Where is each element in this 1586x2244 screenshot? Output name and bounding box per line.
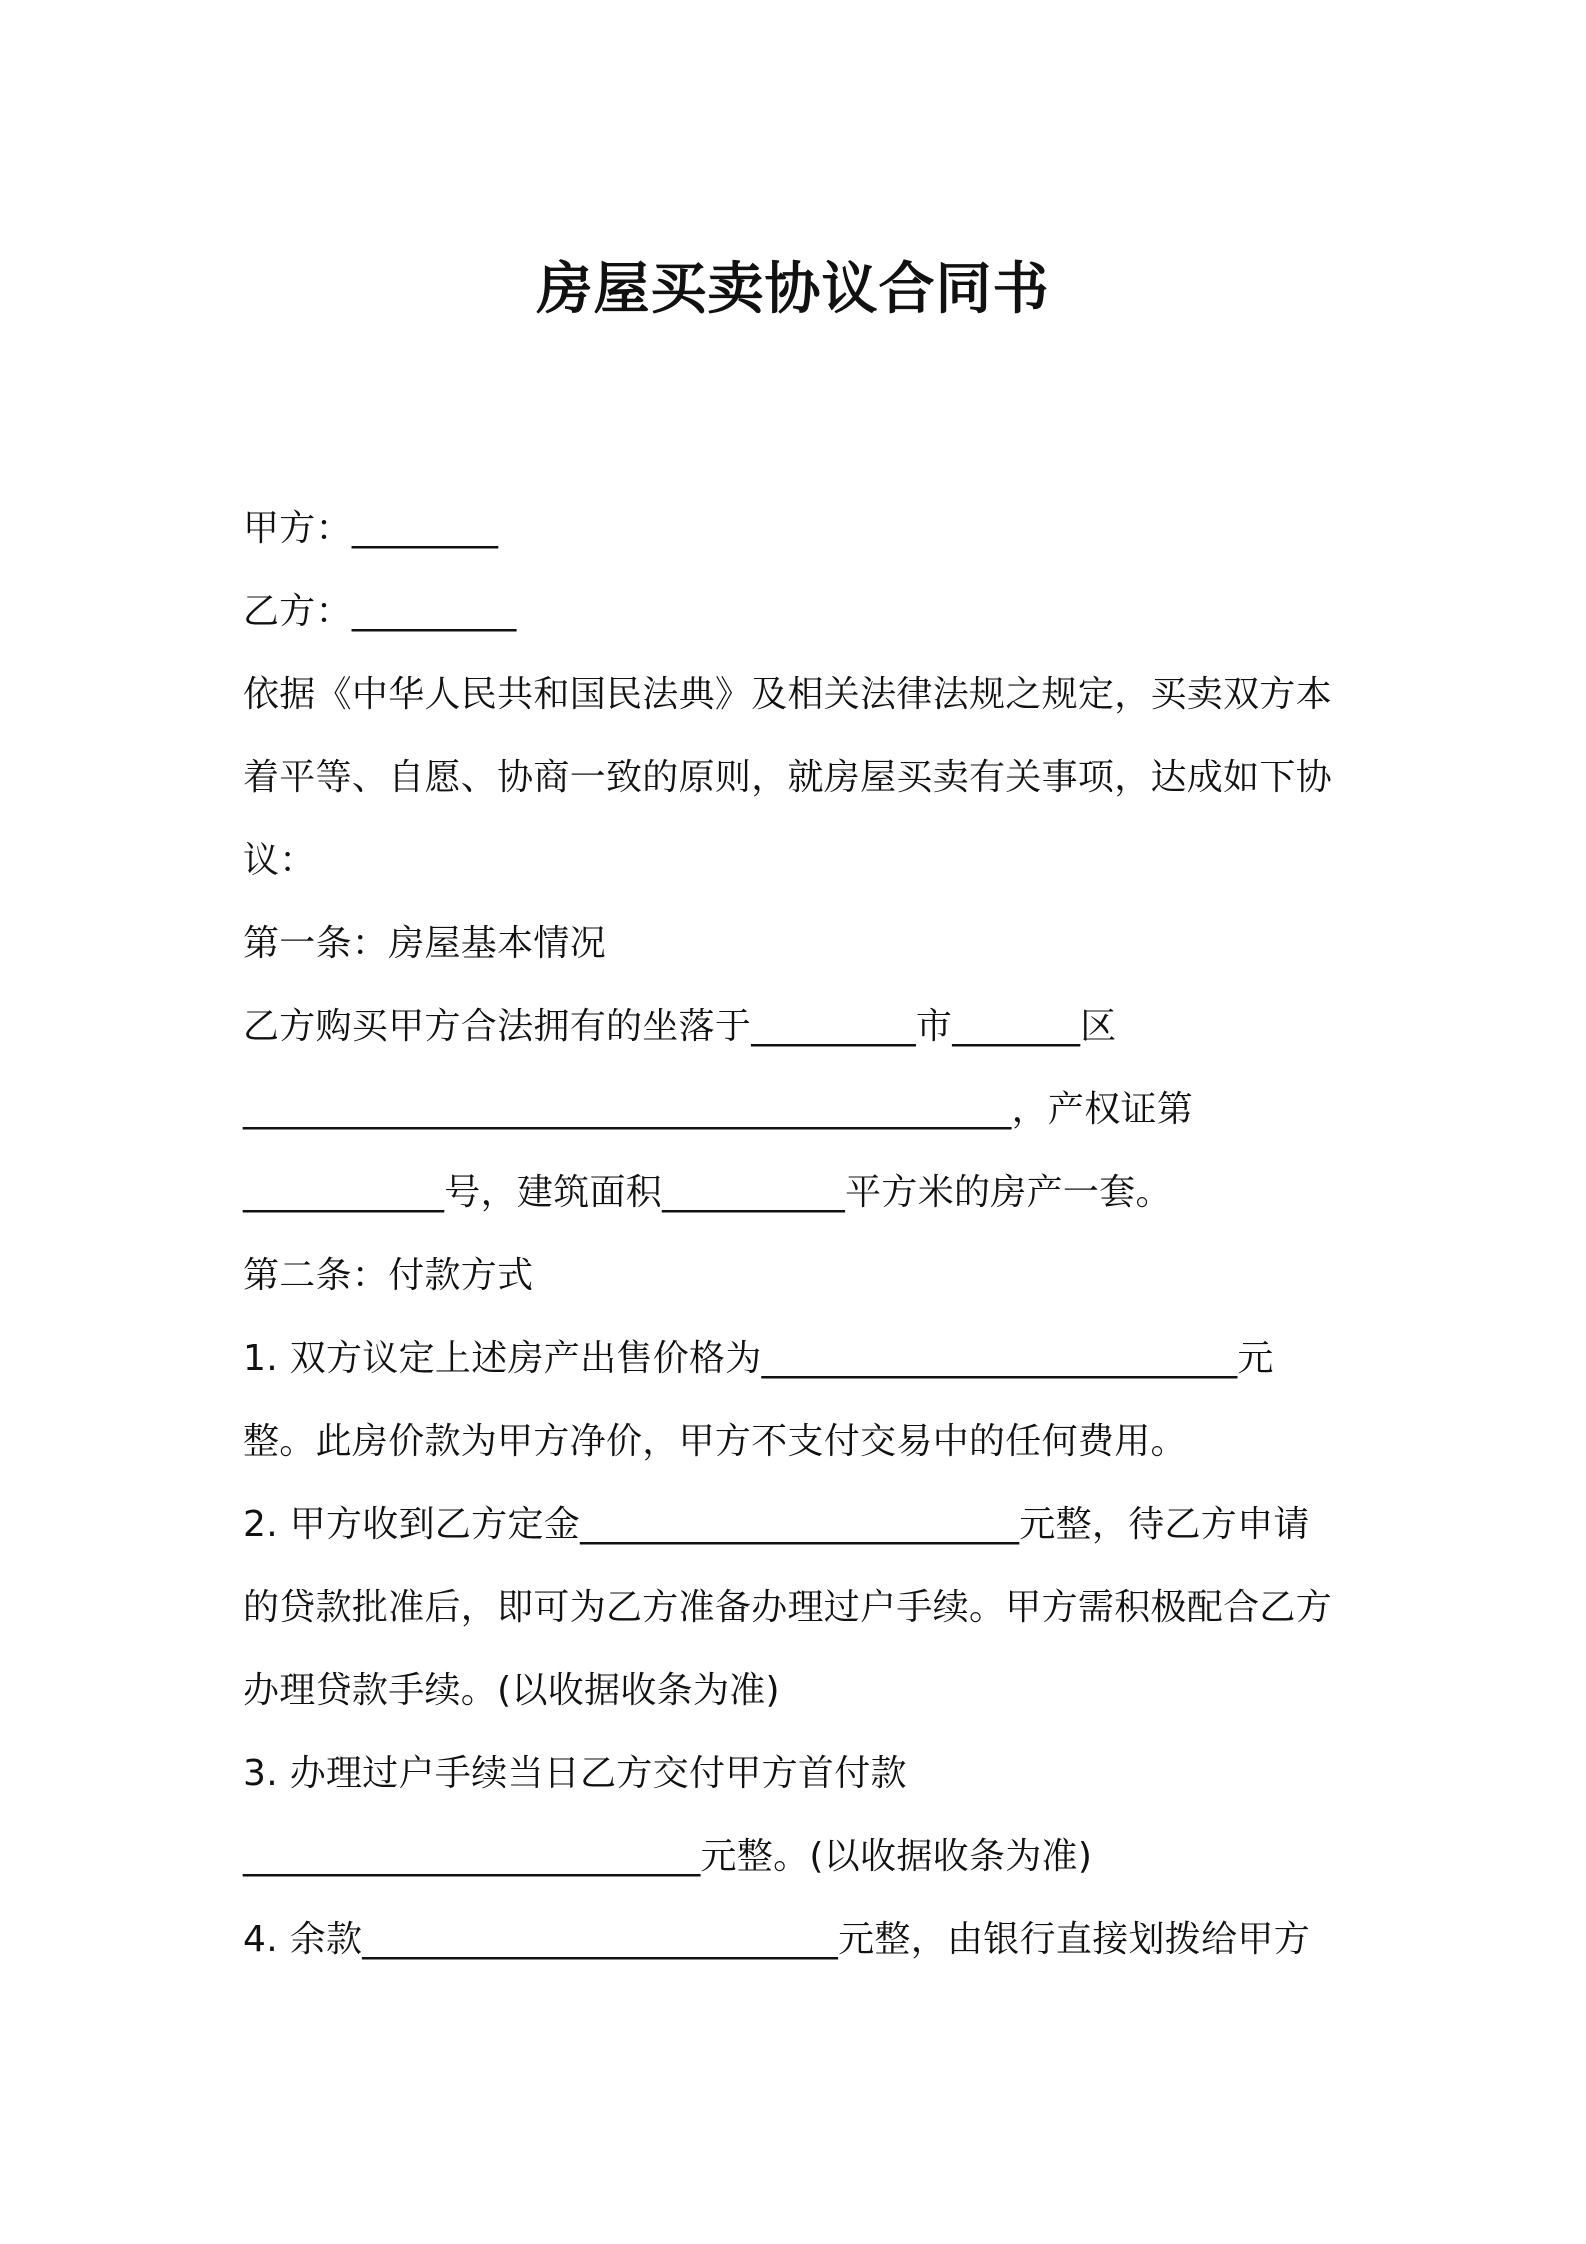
clause-3-text: 3. 办理过户手续当日乙方交付甲方首付款	[243, 1753, 907, 1794]
clause-1-text: 整。此房价款为甲方净价，甲方不支付交易中的任何费用。	[243, 1421, 1187, 1462]
preamble-line: 着平等、自愿、协商一致的原则，就房屋买卖有关事项，达成如下协	[243, 757, 1333, 798]
clause-2-text: 的贷款批准后，即可为乙方准备办理过户手续。甲方需积极配合乙方	[243, 1587, 1333, 1628]
preamble-line: 议：	[243, 840, 316, 881]
preamble-line: 依据《中华人民共和国民法典》及相关法律法规之规定，买卖双方本	[243, 674, 1333, 715]
clause-3-text: _________________________元整。(以收据收条为准)	[243, 1836, 1093, 1877]
document-title: 房屋买卖协议合同书	[536, 257, 1050, 322]
article-2-heading: 第二条：付款方式	[243, 1255, 534, 1296]
article-1-text: __________________________________________，产权证第	[243, 1089, 1194, 1130]
party-a-line: 甲方：________	[243, 508, 499, 549]
party-b-line: 乙方：_________	[243, 591, 517, 632]
article-1-text: 乙方购买甲方合法拥有的坐落于_________市_______区	[243, 1006, 1117, 1047]
article-1-text: ___________号，建筑面积__________平方米的房产一套。	[243, 1172, 1172, 1213]
clause-4-text: 4. 余款__________________________元整，由银行直接划拨给甲方	[243, 1919, 1310, 1960]
clause-1-text: 1. 双方议定上述房产出售价格为__________________________元	[243, 1338, 1274, 1379]
clause-2-text: 2. 甲方收到乙方定金________________________元整，待乙方申请	[243, 1504, 1310, 1545]
clause-2-text: 办理贷款手续。(以收据收条为准)	[243, 1670, 780, 1711]
article-1-heading: 第一条：房屋基本情况	[243, 923, 607, 964]
contract-body	[243, 500, 1363, 1994]
